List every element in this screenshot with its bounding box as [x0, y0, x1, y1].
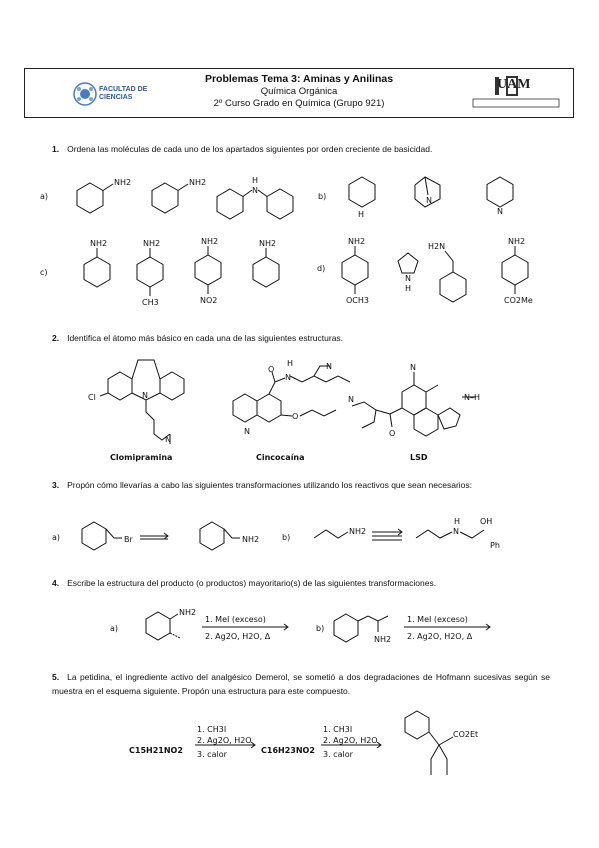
question-3-number: 3. [52, 480, 60, 490]
q4-label-b: b) [316, 624, 325, 633]
q1-no2: NO2 [200, 296, 218, 305]
q1-n-quinuclidine: N [426, 196, 432, 205]
question-5-scheme [125, 705, 505, 785]
q3-oh: OH [480, 517, 493, 526]
question-1 [52, 143, 572, 155]
q1-h-diphenyl: H [252, 176, 259, 185]
q5-co2et: CO2Et [453, 730, 479, 739]
q1-h-pyrrole: H [405, 284, 412, 293]
course-name: Química Orgánica [260, 86, 338, 97]
q2-name-cincocaina: Cincocaína [256, 453, 305, 462]
question-1-text: Ordena las moléculas de cada uno de los apartados siguientes por orden creciente de basicidad. [67, 144, 433, 154]
q2-n-cinco-amine: N [326, 362, 332, 371]
q3-n: N [453, 527, 459, 536]
q2-name-lsd: LSD [410, 453, 428, 462]
q2-o-lsd: O [389, 429, 396, 438]
q1-och3: OCH3 [346, 296, 369, 305]
q1-h2n: H2N [428, 242, 446, 251]
q3-nh2-start: NH2 [349, 527, 367, 536]
question-4-number: 4. [52, 578, 60, 588]
question-5-number: 5. [52, 672, 60, 682]
q1-n-piperidine: H [358, 210, 365, 219]
q2-n-clomi-ring: N [142, 391, 148, 400]
question-2-number: 2. [52, 333, 60, 343]
q5-formula-1: C15H21NO2 [129, 746, 183, 755]
q1-label-c: c) [40, 268, 48, 277]
q1-nh2-5: NH2 [201, 237, 219, 246]
q2-h-cinco: H [287, 359, 294, 368]
q3-label-a: a) [52, 533, 61, 542]
question-5 [52, 670, 550, 698]
q5-cond2-a: 2. Ag2O, H2O [197, 736, 252, 745]
uam-logo-text: UAM [497, 77, 531, 92]
header-box [24, 68, 574, 118]
q1-label-a: a) [40, 192, 49, 201]
question-2 [52, 332, 572, 344]
q1-label-b: b) [318, 192, 327, 201]
q1-n-diphenyl: N [252, 186, 258, 195]
question-5-text: La petidina, el ingrediente activo del analgésico Demerol, se sometió a dos degradaciones de Hofmann sucesivas según se muestra en el esquema siguiente. Propón una estructura para este compuesto. [52, 672, 550, 696]
q2-n-quinoline: N [244, 427, 250, 436]
question-3-structures [52, 512, 552, 562]
question-1-number: 1. [52, 144, 60, 154]
q2-n-lsd: N [410, 363, 416, 372]
q1-n-pyridine: N [497, 207, 503, 216]
q2-n-clomi-amine: N [165, 435, 171, 444]
q3-h: H [454, 517, 461, 526]
uam-logo [467, 75, 567, 111]
q2-n-lsd-amide: N [348, 395, 354, 404]
q5-cond3-b: 3. calor [323, 750, 353, 759]
q1-n-pyrrole: N [405, 274, 411, 283]
q1-nh2-7: NH2 [348, 237, 366, 246]
page-title: Problemas Tema 3: Aminas y Anilinas [204, 73, 394, 85]
q1-nh2-8: NH2 [508, 237, 526, 246]
q5-cond2-b: 2. Ag2O, H2O [323, 736, 378, 745]
q4-label-a: a) [110, 624, 119, 633]
q1-nh2-3: NH2 [90, 239, 108, 248]
q3-br: Br [124, 535, 133, 544]
q3-nh2-product: NH2 [242, 535, 260, 544]
q5-formula-2: C16H23NO2 [261, 746, 315, 755]
question-4-text: Escribe la estructura del producto (o productos) mayoritario(s) de las siguientes transformaciones. [67, 578, 437, 588]
q2-cl: Cl [88, 393, 96, 402]
q2-name-clomipramina: Clomipramina [110, 453, 173, 462]
q4-cond1-b: 1. MeI (exceso) [407, 615, 468, 624]
q1-nh2-2: NH2 [189, 178, 207, 187]
q4-nh2-a: NH2 [179, 608, 197, 617]
q5-cond1-b: 1. CH3I [323, 725, 353, 734]
q4-cond1-a: 1. MeI (exceso) [205, 615, 266, 624]
q2-nh-cinco: N [285, 373, 291, 382]
q1-nh2-1: NH2 [114, 178, 132, 187]
q2-o-ether: O [292, 412, 299, 421]
question-4-structures [110, 600, 500, 650]
q1-ch3: CH3 [142, 298, 159, 307]
question-4 [52, 577, 572, 589]
course-group: 2º Curso Grado en Química (Grupo 921) [213, 98, 385, 109]
question-3 [52, 479, 550, 491]
q5-cond3-a: 3. calor [197, 750, 227, 759]
faculty-logo-text: FACULTAD DE CIENCIAS [99, 86, 148, 101]
q2-nh-lsd: N–H [464, 393, 480, 402]
q1-nh2-4: NH2 [143, 239, 161, 248]
q4-cond2-a: 2. Ag2O, H2O, Δ [205, 632, 271, 641]
q3-ph: Ph [490, 541, 500, 550]
question-3-text: Propón cómo llevarías a cabo las siguientes transformaciones utilizando los reactivos que sean necesarios: [67, 480, 473, 490]
q3-label-b: b) [282, 533, 291, 542]
q1-nh2-6: NH2 [259, 239, 277, 248]
q4-cond2-b: 2. Ag2O, H2O, Δ [407, 632, 473, 641]
question-1-structures [40, 165, 580, 315]
q1-co2me: CO2Me [504, 296, 533, 305]
question-2-text: Identifica el átomo más básico en cada una de las siguientes estructuras. [67, 333, 344, 343]
q1-label-d: d) [317, 264, 326, 273]
q2-o-amide: O [268, 365, 275, 374]
q5-cond1-a: 1. CH3I [197, 725, 227, 734]
question-2-structures [80, 352, 540, 467]
q4-nh2-b: NH2 [374, 635, 392, 644]
